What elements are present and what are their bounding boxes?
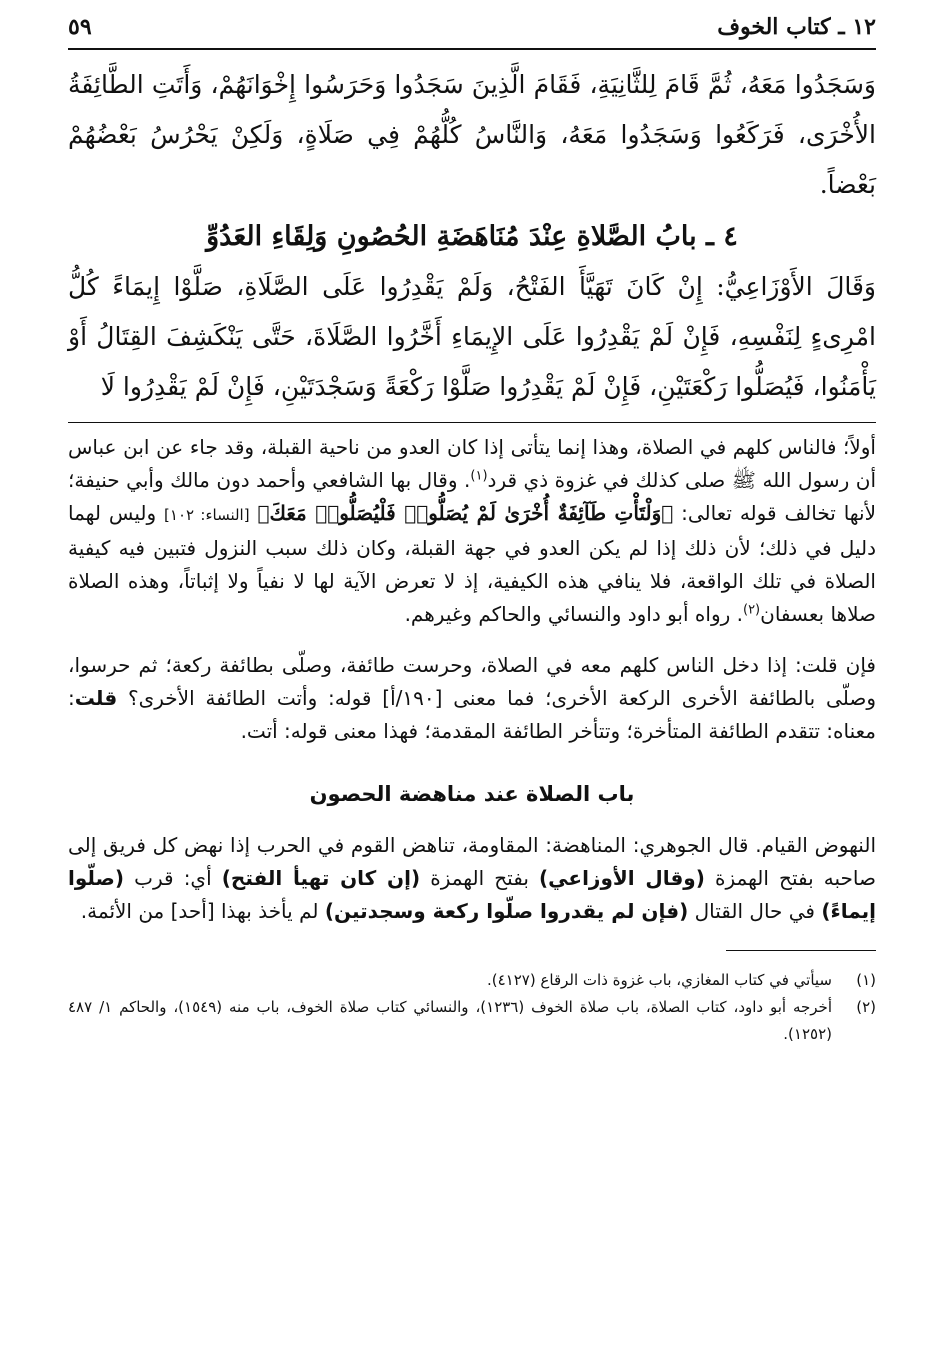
commentary-text: فإن قلت: إذا دخل الناس كلهم معه في الصلاة، وحرست طائفة، وصلّى بطائفة ركعة؛ ثم حرسوا، وصلّى بالطائفة الأخرى الركعة الأخرى؛ فما معنى [١٩٠/أ] قوله: وأتت الطائفة الأخرى؟ — [68, 653, 876, 710]
chapter-title: ٤ ـ بابُ الصَّلاةِ عِنْدَ مُنَاهَضَةِ الحُصُونِ وَلِقَاءِ العَدُوِّ — [206, 221, 738, 252]
commentary-text: أولاً؛ فالناس كلهم في الصلاة، وهذا إنما يتأتى إذا كان العدو من ناحية القبلة، وقد جاء عن ابن عباس أن رسول الله ﷺ صلى كذلك في غزوة ذي قرد — [68, 435, 876, 492]
quran-verse: ﴿وَلْتَأْتِ طَآئِفَةٌ أُخْرَىٰ لَمْ يُصَلُّوا۟ فَلْيُصَلُّوا۟ مَعَكَ﴾ — [257, 501, 674, 525]
hadith-paragraph: وَقَالَ الأَوْزَاعِيُّ: إِنْ كَانَ تَهَيَّأَ الفَتْحُ، وَلَمْ يَقْدِرُوا عَلَى الصَّلَاةِ، صَلَّوْا إِيمَاءً كُلُّ امْرِىءٍ لِنَفْسِهِ، فَإِنْ لَمْ يَقْدِرُوا عَلَى الإِيمَاءِ أَخَّرُوا الصَّلَاةَ، حَتَّى يَنْكَشِفَ القِتَالُ أَوْ يَأْمَنُوا، فَيُصَلُّوا رَكْعَتَيْنِ، فَإِنْ لَمْ يَقْدِرُوا صَلَّوْا رَكْعَةً وَسَجْدَتَيْنِ، فَإِنْ لَمْ يَقْدِرُوا لَا — [68, 272, 876, 401]
hadith-paragraph: وَسَجَدُوا مَعَهُ، ثُمَّ قَامَ لِلثَّانِيَةِ، فَقَامَ الَّذِينَ سَجَدُوا وَحَرَسُوا إِخْوَانَهُمْ، وَأَتَتِ الطَّائِفَةُ الأُخْرَى، فَرَكَعُوا وَسَجَدُوا مَعَهُ، وَالنَّاسُ كُلُّهُمْ فِي صَلَاةٍ، وَلَكِنْ يَحْرُسُ بَعْضُهُمْ بَعْضاً. — [68, 70, 876, 199]
footnote-item — [68, 967, 876, 994]
commentary-text: بفتح الهمزة — [420, 866, 540, 890]
commentary-text: وليس لهما دليل في ذلك؛ لأن ذلك إذا لم يكن العدو في جهة القبلة، وكان ذلك سبب النزول فتبين فيه كيفية الصلاة في تلك الواقعة، فلا ينافي هذه الكيفية، إذ لا تعرض الآية لها لا نفياً ولا إثباتاً، وهذه الصلاة صلاها بعسفان — [68, 501, 876, 626]
section-title: باب الصلاة عند مناهضة الحصون — [309, 782, 635, 806]
bold-quote: (صلّوا إيماءً) — [68, 866, 876, 923]
footnote-text: سيأتي في كتاب المغازي، باب غزوة ذات الرقاع (٤١٢٧). — [486, 971, 832, 989]
book-page — [68, 8, 876, 1348]
footnote-marker: (٢) — [742, 602, 761, 618]
footnote-marker: (١) — [470, 468, 488, 484]
commentary-paragraph — [68, 431, 876, 631]
commentary-text: في حال القتال — [688, 899, 822, 923]
commentary-text: أي: قرب — [124, 866, 222, 890]
commentary-text: . رواه أبو داود والنسائي والحاكم وغيرهم. — [404, 602, 743, 626]
footnotes — [68, 967, 876, 1048]
page-number: ٥٩ — [68, 14, 92, 40]
commentary-text: . وقال بها الشافعي وأحمد دون مالك وأبي حنيفة؛ لأنها تخالف قوله تعالى: — [68, 468, 876, 525]
commentary-text: : معناه: تتقدم الطائفة المتأخرة؛ وتتأخر الطائفة المقدمة؛ فهذا معنى قوله: أتت. — [68, 686, 876, 743]
hadith-text — [68, 60, 876, 412]
bold-term: قلت — [74, 686, 118, 710]
text-divider — [68, 422, 876, 423]
verse-reference: [النساء: ١٠٢] — [164, 506, 250, 524]
commentary-text: النهوض القيام. قال الجوهري: المناهضة: المقاومة، تناهض القوم في الحرب إذا نهض كل فريق إلى صاحبه بفتح الهمزة — [68, 833, 877, 890]
chapter-heading: ١٢ ـ كتاب الخوف — [717, 14, 876, 40]
running-header — [68, 8, 876, 50]
commentary-text: لم يأخذ بهذا [أحد] من الأئمة. — [80, 899, 325, 923]
bold-quote: (فإن لم يقدروا صلّوا ركعة وسجدتين) — [324, 899, 689, 923]
footnote-number: (١) — [856, 971, 876, 989]
footnote-item — [68, 994, 876, 1048]
bold-quote: (وقال الأوزاعي) — [539, 866, 705, 890]
commentary — [68, 431, 876, 928]
footnote-text: أخرجه أبو داود، كتاب الصلاة، باب صلاة الخوف (١٢٣٦)، والنسائي كتاب صلاة الخوف، باب منه (١٥٤٩)، والحاكم ١/ ٤٨٧ (١٢٥٢). — [68, 998, 832, 1043]
footnote-divider — [726, 950, 876, 951]
bold-quote: (إن كان تهيأ الفتح) — [221, 866, 421, 890]
commentary-paragraph — [68, 649, 876, 748]
commentary-paragraph — [68, 829, 876, 928]
footnote-number: (٢) — [856, 998, 876, 1016]
